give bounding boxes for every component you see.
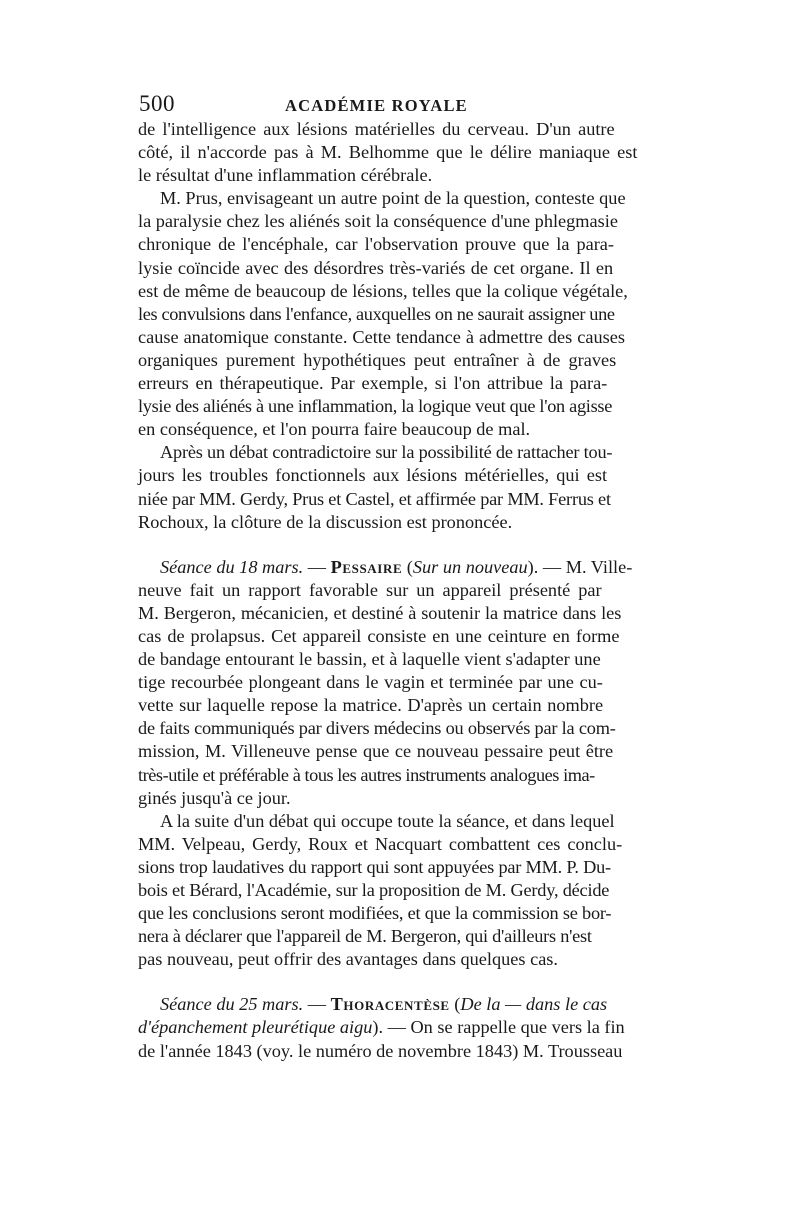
section-heading-25-mars	[138, 993, 664, 1016]
section-subject: d'épanchement pleurétique aigu	[138, 1017, 373, 1038]
text-line: lysie coïncide avec des désordres très-variés de cet organe. Il en	[138, 257, 614, 278]
heading-paren: (	[449, 994, 461, 1015]
text-line: les convulsions dans l'enfance, auxquelles on ne saurait assigner une	[138, 303, 615, 324]
text-line: le résultat d'une inflammation cérébrale.	[138, 165, 433, 186]
text-line: mission, M. Villeneuve pense que ce nouveau pessaire peut être	[138, 741, 614, 762]
text-line: nera à déclarer que l'appareil de M. Bergeron, qui d'ailleurs n'est	[138, 926, 592, 947]
text-line: bois et Bérard, l'Académie, sur la proposition de M. Gerdy, décide	[138, 880, 610, 900]
text-line: cas de prolapsus. Cet appareil consiste en une ceinture en forme	[138, 625, 620, 646]
running-title: ACADÉMIE ROYALE	[285, 96, 468, 115]
text-line: A la suite d'un débat qui occupe toute la séance, et dans lequel	[160, 810, 615, 831]
text-line: côté, il n'accorde pas à M. Belhomme que le délire maniaque est	[138, 142, 638, 163]
text-line: vette sur laquelle repose la matrice. D'après un certain nombre	[138, 695, 604, 716]
text-line: la paralysie chez les aliénés soit la conséquence d'une phlegmasie	[138, 211, 618, 232]
text-line: jours les troubles fonctionnels aux lésions métérielles, qui est	[138, 465, 608, 486]
text-line: MM. Velpeau, Gerdy, Roux et Nacquart combattent ces conclu-	[138, 833, 623, 854]
text-line: de l'année 1843 (voy. le numéro de novembre 1843) M. Trousseau	[138, 1040, 623, 1061]
text-line: sions trop laudatives du rapport qui sont appuyées par MM. P. Du-	[138, 856, 611, 877]
body-text	[138, 118, 664, 1063]
text-line: ginés jusqu'à ce jour.	[138, 787, 291, 808]
heading-dash: —	[303, 556, 331, 577]
heading-tail: — M. Ville-	[538, 556, 633, 577]
section-keyword: Pessaire	[330, 556, 403, 577]
seance-date: Séance du 18 mars.	[160, 556, 304, 577]
page-number: 500	[139, 91, 175, 116]
text-line: de faits communiqués par divers médecins ou observés par la com-	[138, 718, 616, 739]
text-line: M. Prus, envisageant un autre point de la question, conteste que	[160, 188, 626, 209]
text-line: de bandage entourant le bassin, et à laquelle vient s'adapter une	[138, 649, 601, 670]
text-line: lysie des aliénés à une inflammation, la logique veut que l'on agisse	[138, 396, 613, 417]
heading-dash: —	[303, 994, 331, 1015]
section-subject: De la — dans le cas	[460, 994, 608, 1015]
text-line: en conséquence, et l'on pourra faire beaucoup de mal.	[138, 419, 531, 440]
text-line: chronique de l'encéphale, car l'observation prouve que la para-	[138, 234, 615, 255]
text-line: neuve fait un rapport favorable sur un appareil présenté par	[138, 579, 602, 600]
text-line: Après un débat contradictoire sur la possibilité de rattacher tou-	[160, 442, 613, 463]
text-line: pas nouveau, peut offrir des avantages dans quelques cas.	[138, 949, 558, 970]
text-line: niée par MM. Gerdy, Prus et Castel, et affirmée par MM. Ferrus et	[138, 488, 611, 509]
section-subject: Sur un nouveau	[412, 556, 528, 577]
section-spacer	[138, 971, 664, 993]
text-line: erreurs en thérapeutique. Par exemple, si l'on attribue la para-	[138, 373, 608, 394]
text-line: tige recourbée plongeant dans le vagin et terminée par une cu-	[138, 672, 603, 693]
text-line: que les conclusions seront modifiées, et que la commission se bor-	[138, 903, 612, 924]
heading-paren: (	[402, 556, 413, 577]
section-keyword: Thoracentèse	[330, 994, 450, 1015]
heading-paren: ).	[527, 556, 539, 577]
text-line: de l'intelligence aux lésions matérielles du cerveau. D'un autre	[138, 119, 615, 139]
text-line: très-utile et préférable à tous les autres instruments analogues ima-	[138, 764, 595, 785]
section-heading-continuation	[138, 1016, 664, 1039]
text-line: M. Bergeron, mécanicien, et destiné à soutenir la matrice dans les	[138, 602, 622, 623]
text-line: Rochoux, la clôture de la discussion est prononcée.	[138, 511, 513, 532]
section-heading-18-mars	[138, 556, 664, 579]
heading-tail: — On se rappelle que vers la fin	[383, 1017, 625, 1038]
text-line: cause anatomique constante. Cette tendance à admettre des causes	[138, 326, 625, 347]
heading-paren: ).	[372, 1017, 384, 1038]
section-spacer	[138, 534, 664, 556]
text-line: organiques purement hypothétiques peut entraîner à de graves	[138, 349, 617, 370]
text-line: est de même de beaucoup de lésions, telles que la colique végétale,	[138, 280, 628, 301]
seance-date: Séance du 25 mars.	[160, 994, 304, 1015]
